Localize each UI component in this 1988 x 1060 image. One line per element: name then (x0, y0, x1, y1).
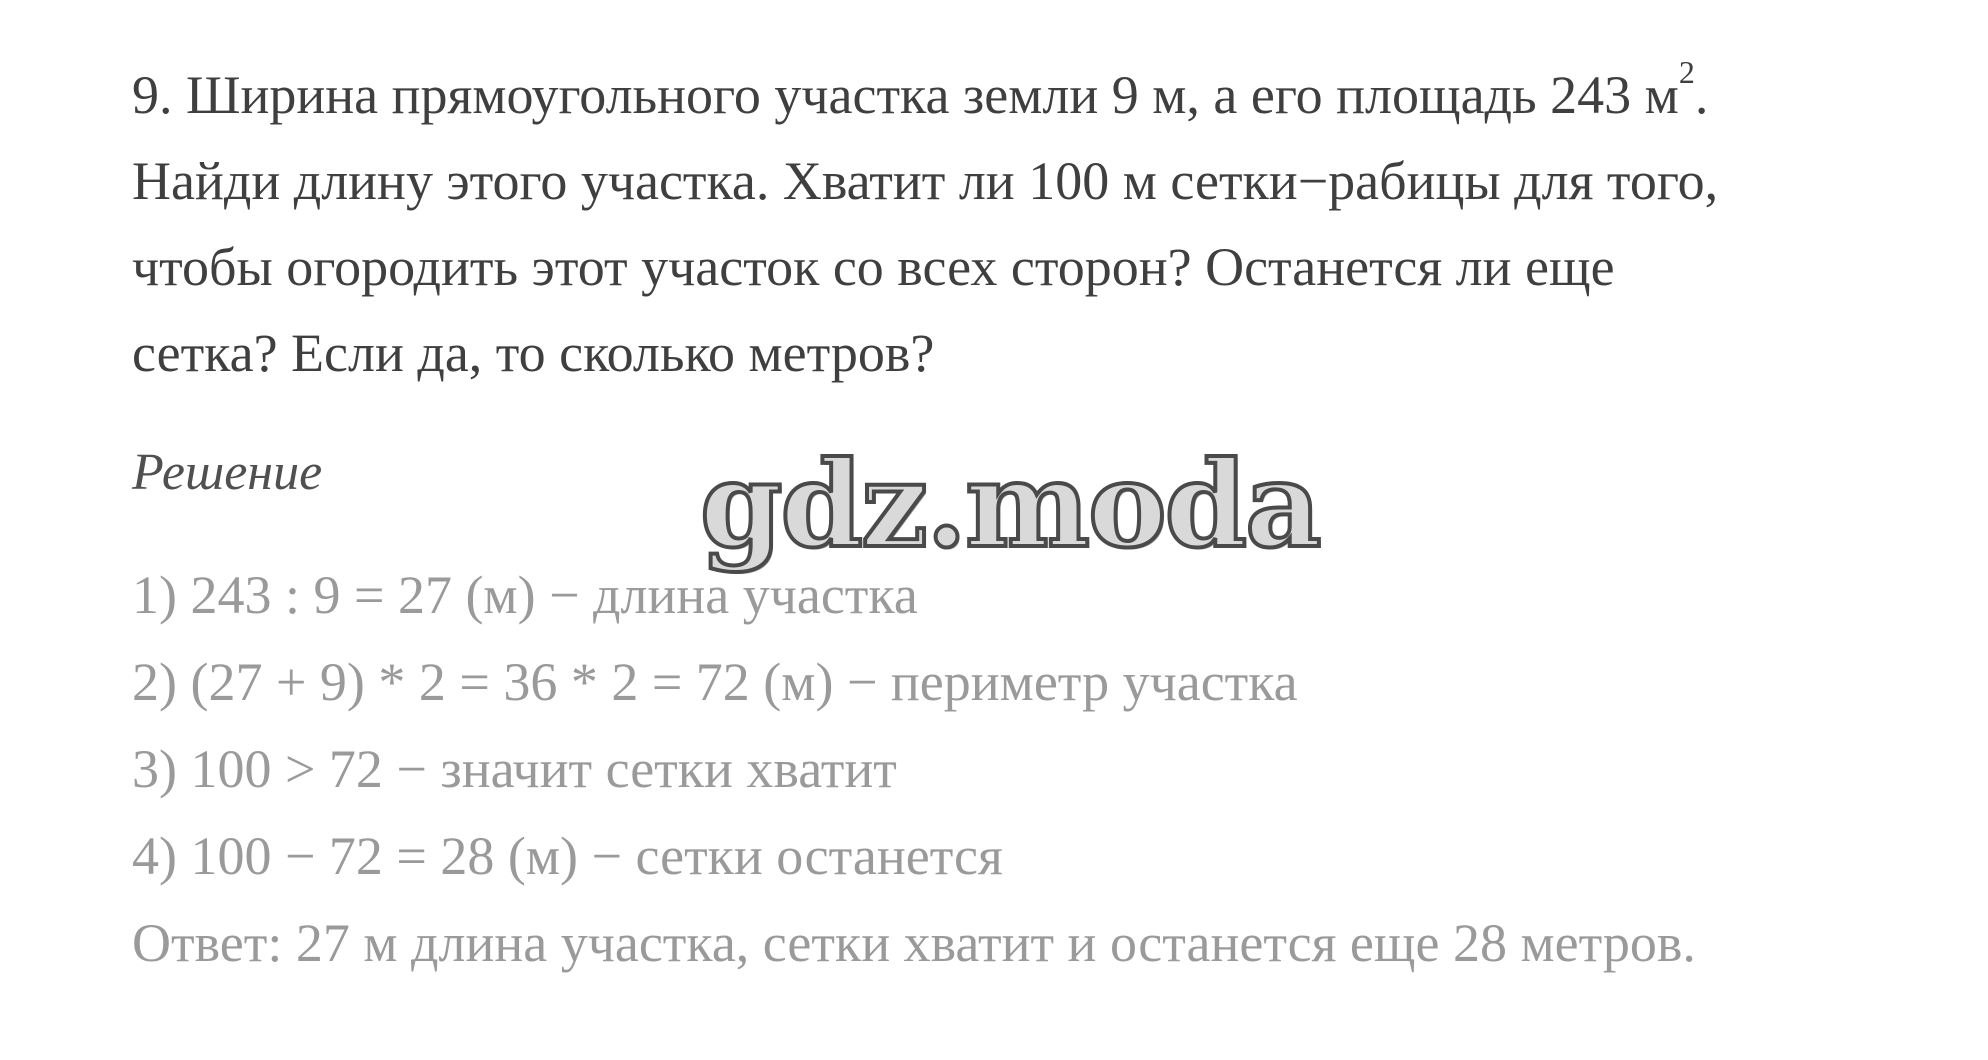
solution-step-2: 2) (27 + 9) * 2 = 36 * 2 = 72 (м) − периметр участка (132, 652, 1298, 712)
problem-line-2: Найди длину этого участка. Хватит ли 100 м сетки−рабицы для того, (132, 151, 1719, 211)
problem-line-1 (132, 52, 1932, 138)
problem-line-3: чтобы огородить этот участок со всех сторон? Останется ли еще (132, 237, 1615, 297)
solution-heading: Решение (132, 444, 323, 501)
problem-line-1-text: 9. Ширина прямоугольного участка земли 9 м, а его площадь 243 м (132, 65, 1679, 125)
squared-superscript: 2 (1678, 54, 1695, 90)
solution-step-3: 3) 100 > 72 − значит сетки хватит (132, 739, 897, 799)
answer-line: Ответ: 27 м длина участка, сетки хватит и останется еще 28 метров. (132, 913, 1696, 973)
problem-line-4: сетка? Если да, то сколько метров? (132, 323, 935, 383)
solution-step-4: 4) 100 − 72 = 28 (м) − сетки останется (132, 826, 1003, 886)
solution-step-1: 1) 243 : 9 = 27 (м) − длина участка (132, 565, 918, 625)
solution-steps (132, 552, 1696, 987)
problem-line-1-end: . (1694, 65, 1709, 125)
problem-statement (132, 52, 1932, 396)
watermark-logo: gdz.moda (700, 435, 1320, 574)
